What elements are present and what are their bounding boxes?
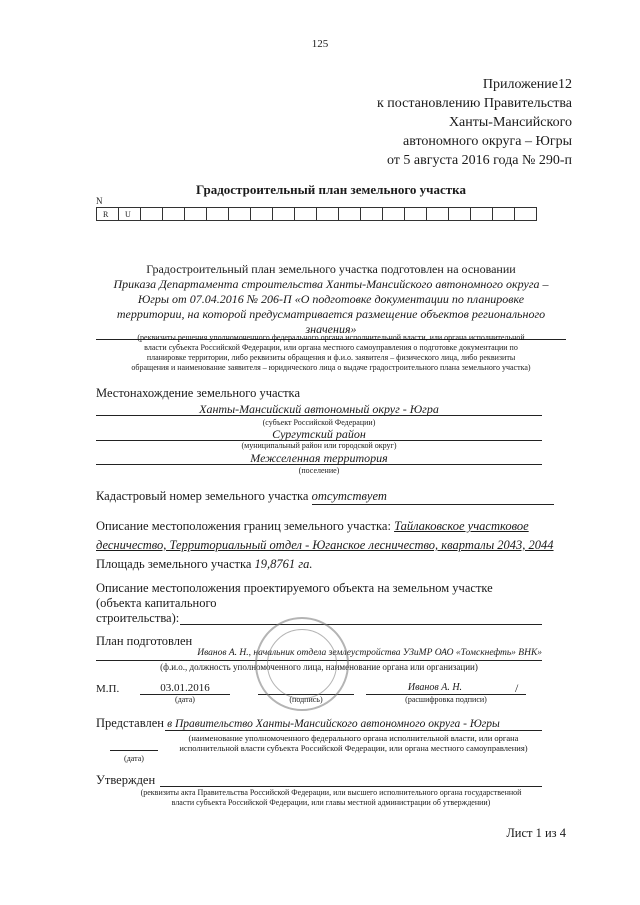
location-heading: Местонахождение земельного участка	[96, 386, 300, 400]
grid-cell	[163, 208, 185, 221]
appendix-line-5: от 5 августа 2016 года № 290-п	[386, 153, 572, 168]
cadastral-value: отсутствует	[312, 489, 554, 505]
appendix-line-1: Приложение12	[482, 77, 572, 92]
boundaries-block	[96, 517, 566, 555]
presented-note-1: (наименование уполномоченного федерального органа исполнительной власти, или органа	[188, 733, 519, 743]
presented-note-2: исполнительной власти субъекта Российской Федерации, или органа местного самоуправления)	[179, 743, 528, 753]
object-location-line-3: строительства):	[96, 611, 180, 625]
presented-row	[96, 716, 500, 731]
grid-cell	[185, 208, 207, 221]
prepared-slash: /	[515, 681, 519, 695]
grid-cell	[339, 208, 361, 221]
prepared-date: 03.01.2016	[160, 682, 210, 694]
approved-note	[96, 788, 566, 808]
presented-note	[165, 733, 542, 753]
presented-date-note: (дата)	[124, 754, 144, 763]
grid-cell	[207, 208, 229, 221]
prepared-note: (ф.и.о., должность уполномоченного лица, наименование органа или организации)	[160, 662, 478, 672]
basis-note-1: (реквизиты решения уполномоченного федерального органа исполнительной власти, или органа исполнительной	[137, 333, 525, 342]
grid-cell	[317, 208, 339, 221]
location-subject-note: (субъект Российской Федерации)	[262, 418, 376, 427]
grid-cell	[251, 208, 273, 221]
prepared-signer-note: (расшифровка подписи)	[405, 695, 487, 704]
approved-note-1: (реквизиты акта Правительства Российской Федерации, или высшего исполнительного органа государственной	[140, 788, 522, 797]
basis-line-1: Градостроительный план земельного участка подготовлен на основании	[146, 262, 516, 276]
page-number: 125	[311, 38, 329, 50]
grid-cell: U	[119, 208, 141, 221]
area-label: Площадь земельного участка	[96, 557, 252, 571]
cadastral-row	[96, 489, 554, 505]
basis-note-2: власти субъекта Российской Федерации, или органа местного самоуправления о подготовке документации по	[144, 343, 518, 352]
grid-cell: R	[97, 208, 119, 221]
prepared-sign-note: (подпись)	[289, 695, 323, 704]
prepared-date-note: (дата)	[175, 695, 195, 704]
grid-cell	[449, 208, 471, 221]
grid-cell	[383, 208, 405, 221]
cadastral-label: Кадастровый номер земельного участка	[96, 489, 309, 503]
organization-seal	[255, 617, 349, 711]
location-subject: Ханты-Мансийский автономный округ - Югра	[199, 402, 439, 416]
basis-note-4: обращения и наименование заявителя – юридического лица о выдаче градостроительного плана земельного участка)	[131, 363, 531, 372]
number-sign: N	[96, 196, 103, 206]
location-district-note: (муниципальный район или городской округ)	[241, 441, 397, 450]
document-title: Градостроительный план земельного участка	[196, 182, 466, 197]
appendix-line-2: к постановлению Правительства	[376, 96, 572, 111]
prepared-value: Иванов А. Н., начальник отдела землеустройства УЗиМР ОАО «Томскнефть» ВНК»	[197, 648, 542, 658]
boundaries-value-1: Тайлаковское участковое	[394, 519, 529, 533]
sheet-number: Лист 1 из 4	[506, 826, 566, 840]
object-location-line-2: (объекта капитального	[96, 596, 217, 610]
appendix-line-4: автономного округа – Югры	[403, 134, 572, 149]
grid-cell	[229, 208, 251, 221]
prepared-signer: Иванов А. Н.	[407, 682, 463, 693]
grid-cell	[361, 208, 383, 221]
approved-note-2: власти субъекта Российской Федерации, или главы местной администрации об утверждении)	[171, 798, 491, 807]
boundaries-label: Описание местоположения границ земельного участка:	[96, 519, 391, 533]
basis-note-3: планировке территории, либо реквизиты обращения и ф.и.о. заявителя – физического лица, либо реквизиты	[146, 353, 516, 362]
location-district: Сургутский район	[272, 427, 366, 441]
area-value: 19,8761 га.	[254, 557, 313, 571]
location-settlement: Межселенная территория	[250, 451, 388, 465]
basis-line-2: Приказа Департамента строительства Ханты-Мансийского автономного округа –	[113, 277, 549, 291]
location-settlement-note: (поселение)	[298, 466, 340, 475]
basis-line-5: значения»	[305, 322, 357, 336]
basis-line-3: Югры от 07.04.2016 № 206-П «О подготовке документации по планировке	[137, 292, 525, 306]
basis-note	[92, 333, 570, 373]
basis-line-4: территории, на которой предусматривается размещение объектов регионального	[116, 307, 546, 321]
grid-cell	[515, 208, 537, 221]
mp-label: М.П.	[96, 683, 120, 695]
object-location-line-1: Описание местоположения проектируемого объекта на земельном участке	[96, 581, 493, 595]
grid-cell	[405, 208, 427, 221]
boundaries-value-2: десничество, Территориальный отдел - Юганское лесничество, кварталы 2043, 2044	[96, 538, 554, 552]
presented-value: в Правительство Ханты-Мансийского автономного округа - Югры	[167, 718, 500, 730]
plan-number-grid	[96, 207, 537, 221]
grid-cell	[141, 208, 163, 221]
grid-cell	[493, 208, 515, 221]
grid-cell	[427, 208, 449, 221]
appendix-block	[252, 75, 572, 170]
approved-label: Утвержден	[96, 773, 156, 787]
appendix-line-3: Ханты-Мансийского	[448, 115, 572, 130]
grid-cell	[273, 208, 295, 221]
area-row	[96, 557, 313, 572]
grid-cell	[471, 208, 493, 221]
prepared-label: План подготовлен	[96, 634, 193, 648]
presented-label: Представлен	[96, 716, 164, 730]
grid-cell	[295, 208, 317, 221]
basis-block	[96, 262, 566, 337]
